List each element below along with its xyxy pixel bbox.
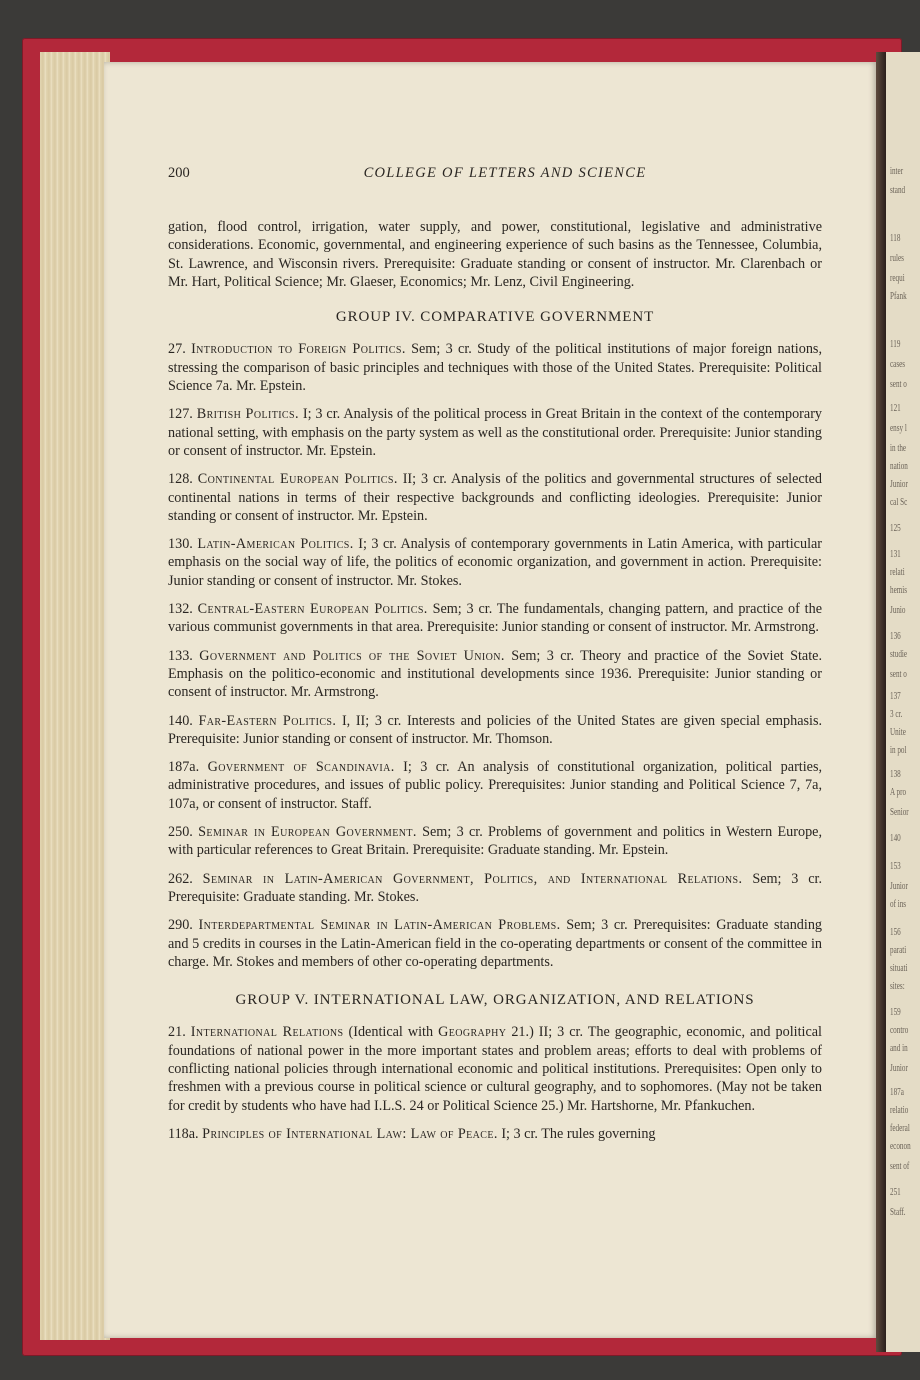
facing-page-fragment: in pol	[890, 744, 907, 756]
facing-page-fragment: 138	[890, 768, 901, 780]
header-title: COLLEGE OF LETTERS AND SCIENCE	[363, 165, 647, 181]
facing-page-fragment: 137	[890, 690, 901, 702]
facing-page-fragment: parati	[890, 944, 907, 956]
course-description: I; 3 cr. The rules governing	[501, 1125, 656, 1142]
course-entry	[168, 470, 822, 525]
facing-page-fragment: 251	[890, 1186, 901, 1198]
course-description: Sem; 3 cr. Prerequisites: Graduate standing and 5 credits in courses in the Latin-American field in the co-operating departments or consent of the committee in charge. Mr. Stokes and members of other co-operating departments.	[168, 917, 823, 970]
course-cross-reference: Geography	[438, 1024, 507, 1041]
course-description: Sem; 3 cr. Prerequisite: Graduate standing. Mr. Stokes.	[168, 870, 823, 905]
facing-page-fragment: in the	[890, 442, 907, 454]
course-title: Government of Scandinavia.	[207, 759, 395, 776]
course-number: 130.	[168, 536, 193, 553]
facing-page-fragment: hemis	[890, 584, 908, 596]
course-title: Central-Eastern European Politics.	[197, 601, 428, 618]
facing-page-fragment: studie	[890, 648, 908, 660]
course-description: II; 3 cr. Analysis of the politics and governmental structures of selected continental nations in terms of their respective backgrounds and conflicting ideologies. Prerequisite: Junior standing or consent of instructor. Mr. Epstein.	[168, 471, 823, 524]
facing-page-fragment: 156	[890, 926, 901, 938]
facing-page-fragment: 3 cr.	[890, 708, 903, 720]
course-description: I; 3 cr. Analysis of the political process in Great Britain in the context of the contemporary national setting, with emphasis on the party system as well as the constitutional order. Prerequisite: Junior standing or consent of instructor. Mr. Epstein.	[168, 406, 823, 459]
course-title: British Politics.	[196, 406, 299, 423]
facing-page-fragment: 121	[890, 402, 901, 414]
course-number: 132.	[168, 601, 193, 618]
facing-page-fragment: stand	[890, 184, 906, 196]
facing-page-fragment: 118	[890, 232, 901, 244]
course-number: 118a.	[168, 1125, 199, 1142]
facing-page-fragment: sites:	[890, 980, 905, 992]
course-title: Seminar in European Government.	[198, 824, 417, 841]
facing-page-fragment: Pfank	[890, 290, 907, 302]
facing-page-fragment: sent o	[890, 378, 907, 390]
group-iv-course-list	[168, 340, 822, 971]
facing-page-edge	[886, 52, 920, 1352]
course-number: 262.	[168, 870, 193, 887]
course-description: Sem; 3 cr. Study of the political institutions of major foreign nations, stressing the comparison of basic principles and techniques with those of the United States. Prerequisite: Political Science 7a. Mr. Epstein.	[168, 341, 822, 395]
course-title: International Relations	[190, 1024, 344, 1041]
course-entry	[168, 340, 822, 395]
facing-page-fragment: Junior	[890, 478, 908, 490]
course-number: 127.	[168, 406, 193, 423]
group-v-heading: GROUP V. INTERNATIONAL LAW, ORGANIZATION, AND RELATIONS	[235, 992, 755, 1009]
course-entry	[168, 647, 822, 702]
facing-page-fragment: and in	[890, 1042, 908, 1054]
facing-page-fragment: relati	[890, 566, 905, 578]
course-description: I; 3 cr. Analysis of contemporary governments in Latin America, with particular emphasis on the social way of life, the politics of economic organization, and government in action. Prerequisite: Junior standing or consent of instructor. Mr. Stokes.	[168, 536, 823, 589]
facing-page-fragment: 153	[890, 860, 901, 872]
course-entry	[168, 405, 822, 460]
facing-page-fragment: Junior	[890, 1062, 908, 1074]
course-title-suffix: (Identical with	[348, 1024, 439, 1041]
course-description: Sem; 3 cr. The fundamentals, changing pattern, and practice of the various communist governments in that area. Prerequisite: Junior standing or consent of instructor. Mr. Armstrong.	[168, 601, 823, 636]
course-title: Far-Eastern Politics.	[198, 712, 337, 729]
facing-page-fragment: A pro	[890, 786, 907, 798]
facing-page-fragment: Senior	[890, 806, 909, 818]
course-number: 250.	[168, 824, 193, 841]
facing-page-fragment: econon	[890, 1140, 911, 1152]
facing-page-fragment: sent of	[890, 1160, 910, 1172]
course-number: 290.	[168, 917, 193, 934]
course-title: Latin-American Politics.	[197, 536, 354, 553]
facing-page-fragment: 131	[890, 548, 901, 560]
course-title: Government and Politics of the Soviet Union.	[199, 647, 505, 664]
course-entry	[168, 870, 822, 907]
course-number: 140.	[168, 712, 193, 729]
book-gutter	[876, 52, 886, 1352]
course-description: II; 3 cr. The geographic, economic, and political foundations of national power in the more important states and problem areas; efforts to deal with problems of conflicting national policies through international economic and political institutions. Prerequisites: Open only to freshmen with a previous course in political science or cultural geography, and to sophomores. (May not be taken for credit by students who have had I.L.S. 24 or Political Science 25.) Mr. Hartshorne, Mr. Pfankuchen.	[168, 1024, 822, 1114]
facing-page-fragment: requi	[890, 272, 905, 284]
facing-page-fragment: 119	[890, 338, 901, 350]
facing-page-fragment: situati	[890, 962, 908, 974]
facing-page-fragment: 187a	[890, 1086, 904, 1098]
facing-page-fragment: Unite	[890, 726, 906, 738]
course-description: I; 3 cr. An analysis of constitutional organization, political parties, administrative procedures, and issues of public policy. Prerequisites: Junior standing and Political Science 7, 7a, 107a, or consent of instructor. Staff.	[168, 759, 823, 812]
facing-page-fragment: cal Sc	[890, 496, 908, 508]
facing-page-fragment: sent o	[890, 668, 907, 680]
page-content	[168, 160, 822, 1153]
course-entry	[168, 1023, 822, 1114]
facing-page-fragment: Staff.	[890, 1206, 906, 1218]
facing-page-fragment: relatio	[890, 1104, 909, 1116]
course-entry	[168, 535, 822, 590]
facing-page-fragment: contro	[890, 1024, 909, 1036]
facing-page-fragment: federal	[890, 1122, 910, 1134]
course-entry	[168, 823, 822, 860]
course-description: I, II; 3 cr. Interests and policies of the United States are given special emphasis. Prerequisite: Junior standing or consent of instructor. Mr. Thomson.	[168, 712, 823, 747]
facing-page-fragment: 159	[890, 1006, 901, 1018]
running-head	[168, 160, 822, 184]
facing-page-fragment: Junio	[890, 604, 906, 616]
course-title: Interdepartmental Seminar in Latin-American Problems.	[198, 917, 561, 934]
intro-paragraph: gation, flood control, irrigation, water supply, and power, constitutional, legislative and administrative considerations. Economic, governmental, and engineering experience of such basins as the Tennessee, Columbia, St. Lawrence, and Wisconsin rivers. Prerequisite: Graduate standing or consent of instructor. Mr. Clarenbach or Mr. Hart, Political Science; Mr. Glaeser, Economics; Mr. Lenz, Civil Engineering.	[168, 219, 822, 290]
group-v-course-list	[168, 1023, 822, 1143]
page-stack-edges	[40, 52, 110, 1340]
facing-page-fragment: inter	[890, 165, 904, 177]
group-iv-heading: GROUP IV. COMPARATIVE GOVERNMENT	[335, 309, 655, 326]
course-number: 128.	[168, 471, 193, 488]
course-entry	[168, 712, 822, 749]
course-title: Principles of International Law: Law of Peace.	[202, 1125, 498, 1142]
facing-page-fragment: of ins	[890, 898, 907, 910]
course-entry	[168, 758, 822, 813]
facing-page-fragment: 140	[890, 832, 901, 844]
course-entry	[168, 916, 822, 971]
course-description: Sem; 3 cr. Problems of government and politics in Western Europe, with particular references to Great Britain. Prerequisite: Graduate standing. Mr. Epstein.	[168, 824, 823, 859]
facing-page-fragment: cases	[890, 358, 906, 370]
facing-page-fragment: Junior	[890, 880, 908, 892]
course-cross-reference-suffix: 21.)	[506, 1024, 534, 1041]
course-number: 187a.	[168, 759, 200, 776]
facing-page-fragment: ensy l	[890, 422, 907, 434]
page-number: 200	[168, 165, 190, 181]
facing-page-fragment: 125	[890, 522, 901, 534]
facing-page-fragment: rules	[890, 252, 904, 264]
course-title: Continental European Politics.	[197, 471, 398, 488]
course-number: 27.	[168, 341, 186, 358]
facing-page-fragment: nation	[890, 460, 908, 472]
course-entry	[168, 1125, 822, 1143]
course-entry	[168, 600, 822, 637]
facing-page-fragment: 136	[890, 630, 901, 642]
course-number: 21.	[168, 1024, 186, 1041]
course-description: Sem; 3 cr. Theory and practice of the Soviet State. Emphasis on the politico-economic and institutional developments since 1936. Prerequisite: Junior standing or consent of instructor. Mr. Armstrong.	[168, 647, 822, 701]
course-title: Introduction to Foreign Politics.	[191, 341, 406, 358]
course-number: 133.	[168, 647, 193, 664]
course-title: Seminar in Latin-American Government, Politics, and International Relations.	[202, 870, 743, 887]
